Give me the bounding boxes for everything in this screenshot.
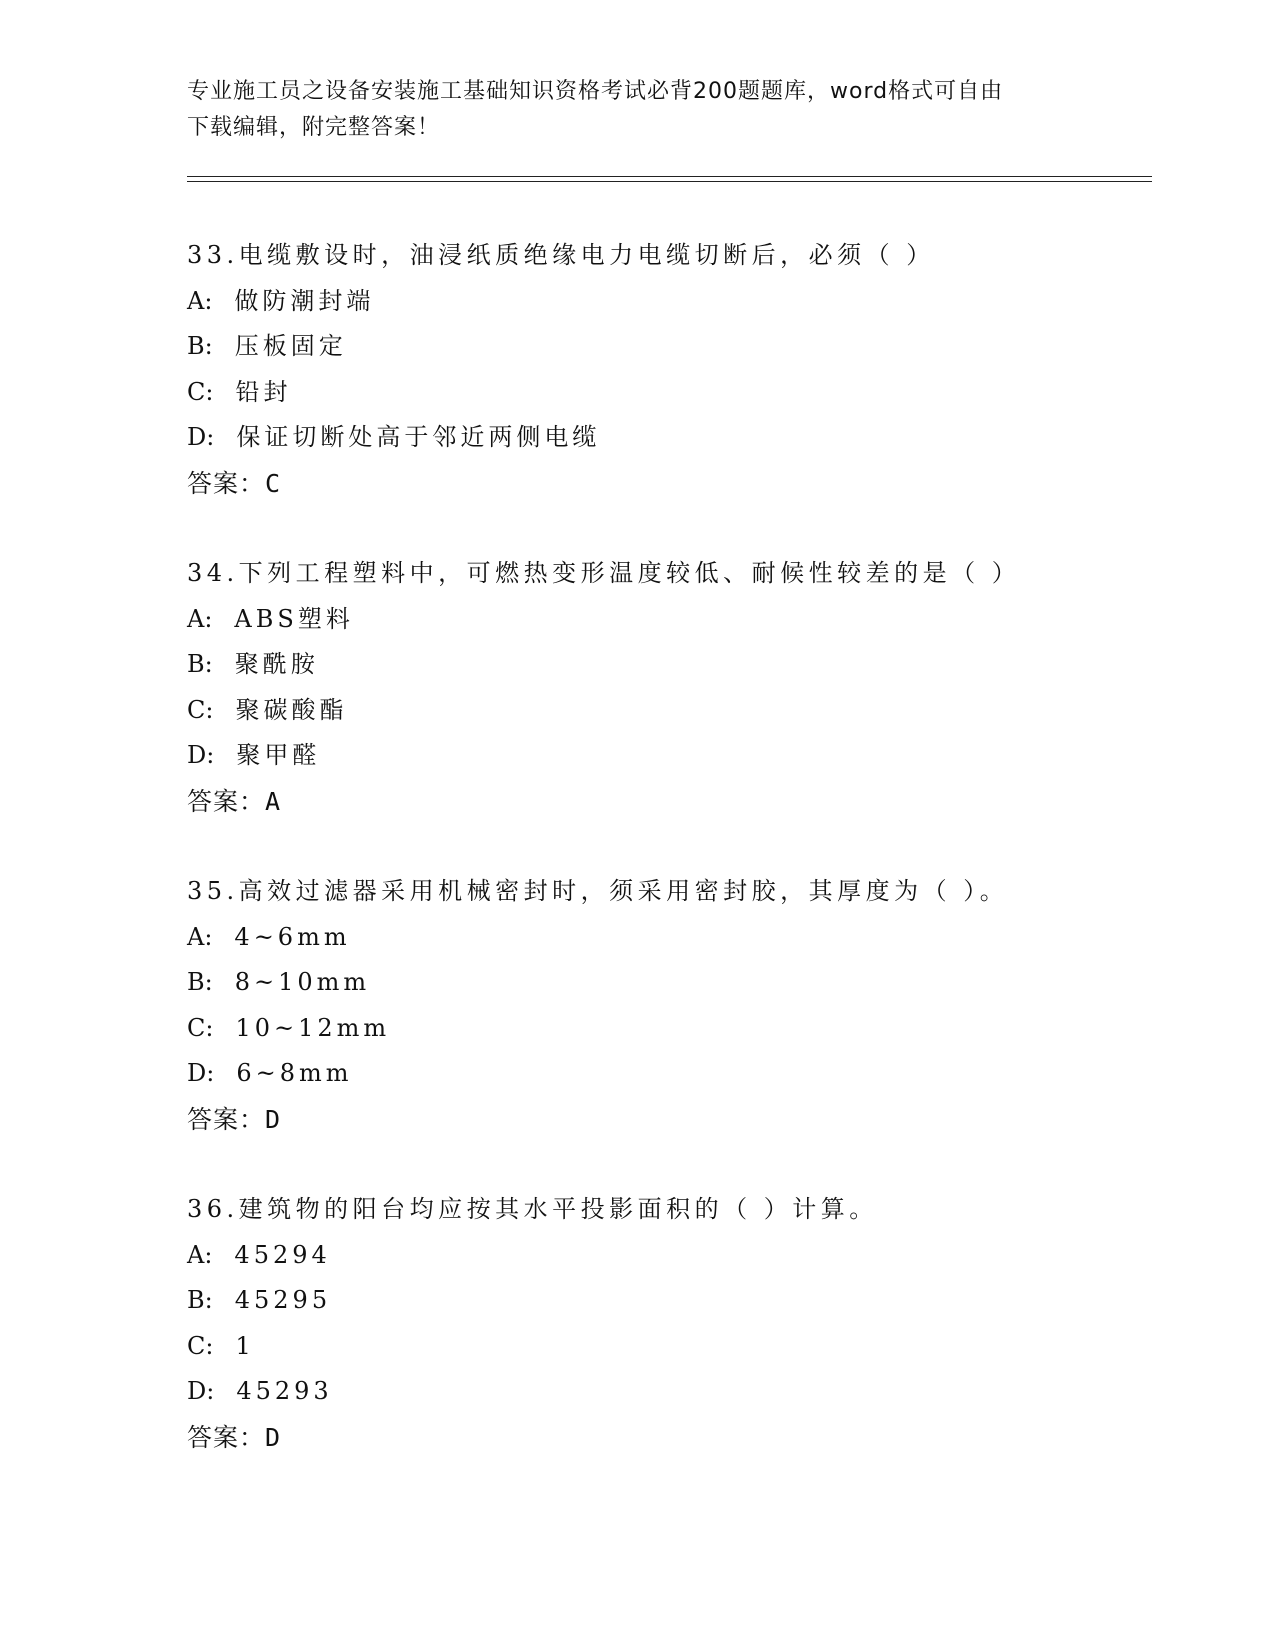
option-b [187, 642, 1147, 688]
answer-value: C [265, 468, 282, 498]
option-letter: A: [187, 286, 213, 315]
option-d [187, 415, 1147, 461]
option-a [187, 915, 1147, 961]
header-divider-top [187, 176, 1152, 177]
option-letter: C: [187, 695, 214, 724]
option-b [187, 324, 1147, 370]
document-header [187, 74, 1087, 146]
option-letter: A: [187, 604, 213, 633]
option-text: 45295 [234, 1286, 332, 1314]
answer-value: D [265, 1422, 282, 1452]
option-d [187, 1051, 1147, 1097]
option-b [187, 1278, 1147, 1324]
option-a [187, 1233, 1147, 1279]
option-letter: C: [187, 377, 214, 406]
header-divider-bottom [187, 181, 1152, 182]
answer-label: 答案： [187, 1422, 266, 1452]
question-stem: 36.建筑物的阳台均应按其水平投影面积的（ ）计算。 [187, 1195, 878, 1223]
option-letter: D: [187, 741, 215, 769]
option-letter: B: [187, 650, 213, 678]
question-stem: 33.电缆敷设时，油浸纸质绝缘电力电缆切断后，必须（ ） [187, 241, 935, 269]
option-letter: C: [187, 1331, 214, 1360]
option-letter: A: [187, 922, 213, 951]
question-34 [187, 551, 1147, 824]
option-text: 1 [235, 1331, 255, 1360]
option-c [187, 1006, 1147, 1052]
option-text: 45293 [236, 1377, 333, 1405]
question-33 [187, 233, 1147, 506]
option-c [187, 370, 1147, 416]
option-text: 8~10mm [234, 968, 371, 996]
option-text: 保证切断处高于邻近两侧电缆 [236, 423, 601, 451]
option-text: ABS塑料 [234, 604, 354, 633]
option-letter: D: [187, 1377, 215, 1405]
option-text: 45294 [234, 1240, 331, 1269]
option-text: 做防潮封端 [234, 286, 375, 315]
answer-value: D [265, 1104, 282, 1134]
option-letter: C: [187, 1013, 214, 1042]
option-text: 压板固定 [234, 332, 347, 360]
option-text: 4~6mm [234, 922, 351, 951]
option-text: 6~8mm [236, 1059, 353, 1087]
answer-label: 答案： [187, 468, 266, 498]
option-text: 聚甲醛 [236, 741, 321, 769]
option-text: 聚碳酸酯 [235, 695, 348, 724]
answer-label: 答案： [187, 1104, 266, 1134]
answer-line [187, 779, 1147, 825]
option-letter: A: [187, 1240, 213, 1269]
option-letter: D: [187, 1059, 215, 1087]
option-c [187, 1324, 1147, 1370]
answer-label: 答案： [187, 786, 266, 816]
option-d [187, 733, 1147, 779]
header-title-line-2: 下载编辑，附完整答案！ [187, 115, 441, 140]
option-letter: B: [187, 968, 213, 996]
option-d [187, 1369, 1147, 1415]
answer-line [187, 1097, 1147, 1143]
option-a [187, 597, 1147, 643]
option-letter: D: [187, 423, 215, 451]
option-text: 铅封 [235, 377, 292, 406]
answer-line [187, 1415, 1147, 1461]
header-title-line-1: 专业施工员之设备安装施工基础知识资格考试必背200题题库，word格式可自由 [187, 79, 1004, 104]
question-36 [187, 1187, 1147, 1460]
option-letter: B: [187, 1286, 213, 1314]
option-text: 聚酰胺 [234, 650, 319, 678]
question-35 [187, 869, 1147, 1142]
question-stem: 35.高效过滤器采用机械密封时，须采用密封胶，其厚度为（ ）。 [187, 877, 1009, 905]
answer-value: A [265, 786, 282, 816]
option-a [187, 279, 1147, 325]
option-b [187, 960, 1147, 1006]
option-text: 10~12mm [235, 1013, 391, 1042]
option-letter: B: [187, 332, 213, 360]
question-stem: 34.下列工程塑料中，可燃热变形温度较低、耐候性较差的是（ ） [187, 559, 1021, 587]
option-c [187, 688, 1147, 734]
answer-line [187, 461, 1147, 507]
